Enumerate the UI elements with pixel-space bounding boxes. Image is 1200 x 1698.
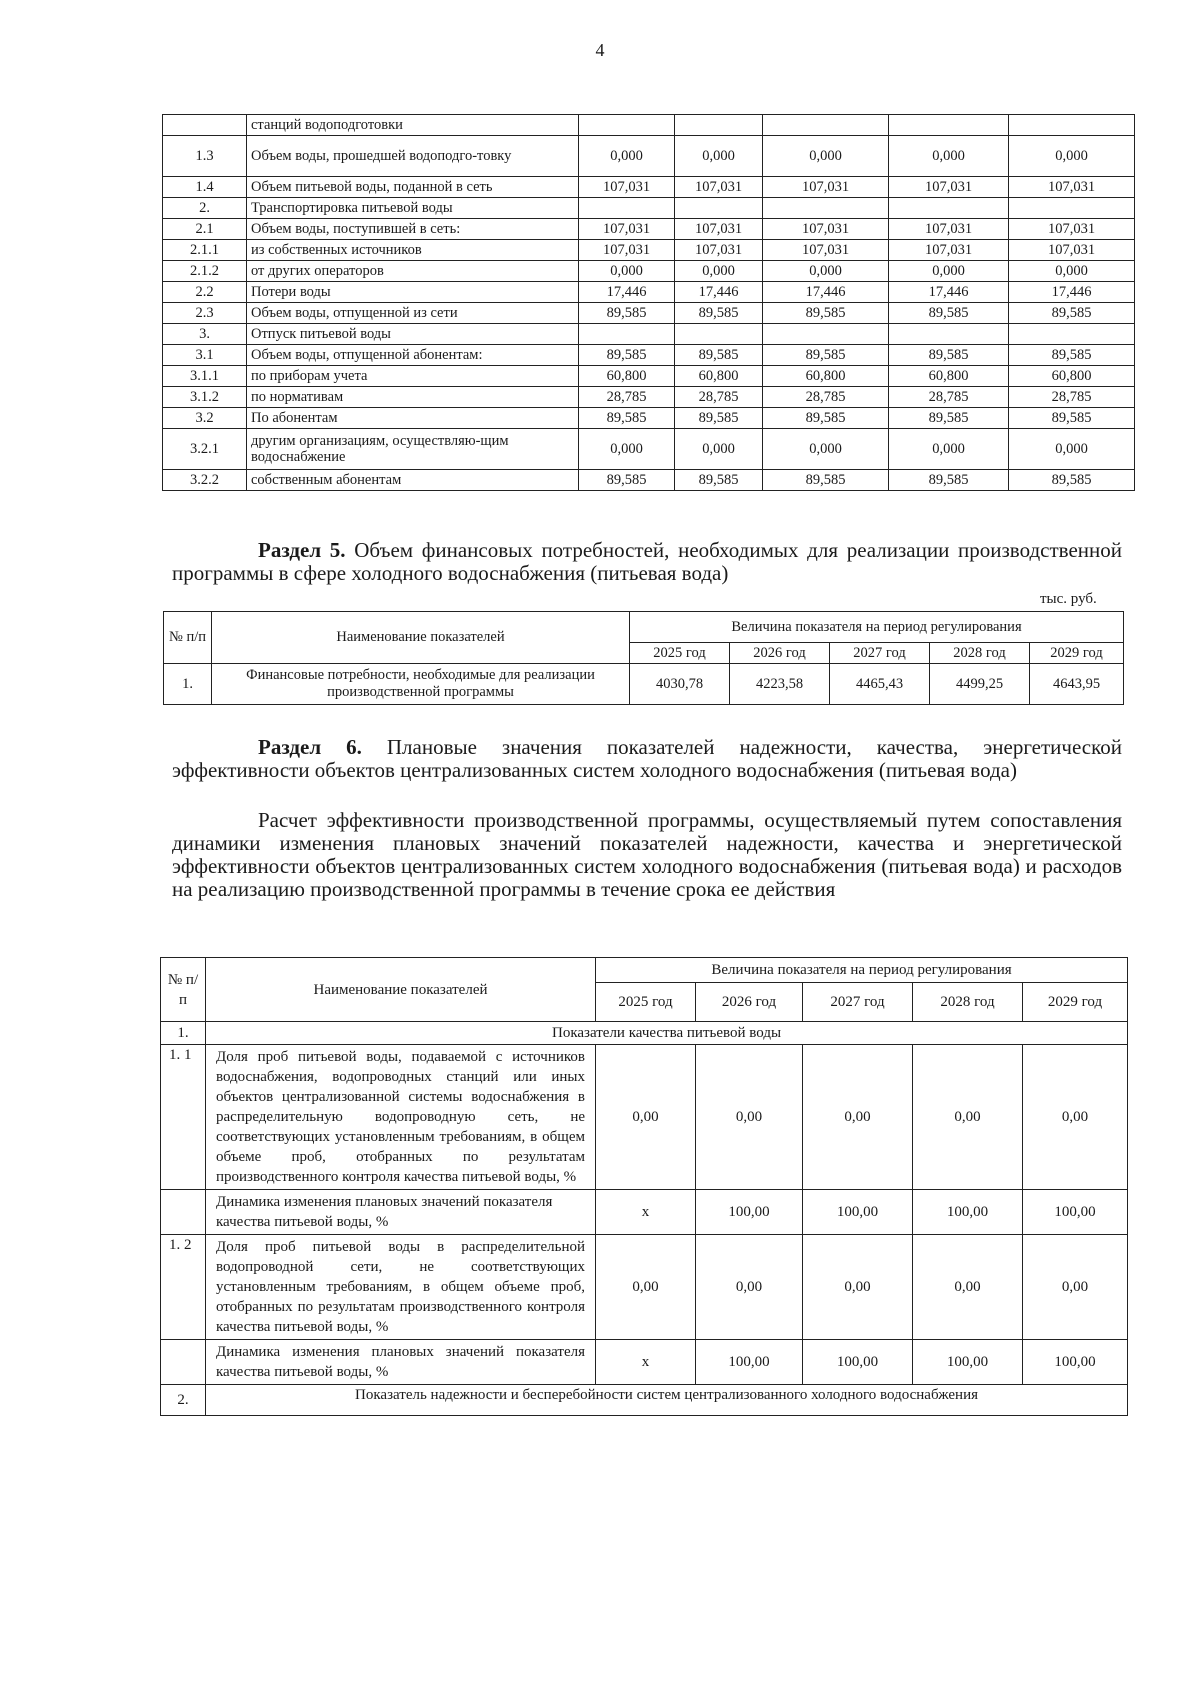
table-row <box>161 1385 1128 1416</box>
row-value: 107,031 <box>1009 240 1135 261</box>
year-header: 2027 год <box>803 983 913 1022</box>
table-row <box>164 664 1124 705</box>
row-value: 0,000 <box>675 136 763 177</box>
row-name: Потери воды <box>247 282 579 303</box>
year-header: 2029 год <box>1023 983 1128 1022</box>
row-value: 17,446 <box>675 282 763 303</box>
row-value: 0,000 <box>1009 429 1135 470</box>
row-value: 100,00 <box>913 1340 1023 1385</box>
row-value: 100,00 <box>913 1190 1023 1235</box>
year-header: 2027 год <box>830 643 930 664</box>
row-value: 0,000 <box>763 261 889 282</box>
row-value: x <box>596 1190 696 1235</box>
table-row <box>163 366 1135 387</box>
row-value: 107,031 <box>675 219 763 240</box>
row-value: 28,785 <box>675 387 763 408</box>
row-value: 100,00 <box>803 1190 913 1235</box>
row-name: Объем воды, отпущенной из сети <box>247 303 579 324</box>
row-value: 60,800 <box>1009 366 1135 387</box>
row-value <box>889 115 1009 136</box>
row-value: 0,00 <box>596 1235 696 1340</box>
row-number: 1.3 <box>163 136 247 177</box>
row-name: Объем воды, отпущенной абонентам: <box>247 345 579 366</box>
section-6-text: Плановые значения показателей надежности, качества, энергетической эффективности объектов централизованных систем холодного водоснабжения (питьевая вода) <box>172 735 1122 782</box>
row-value: 100,00 <box>803 1340 913 1385</box>
section-6-paragraph-text: Расчет эффективности производственной программы, осуществляемый путем сопоставления динамики изменения плановых значений показателей надежности, качества и энергетической эффективности объектов централизованных систем холодного водоснабжения (питьевая вода) и расходов на реализацию производственной программы в течение срока ее действия <box>172 808 1122 901</box>
row-value <box>889 198 1009 219</box>
row-name: собственным абонентам <box>247 470 579 491</box>
row-value: 0,00 <box>696 1235 803 1340</box>
row-value: 107,031 <box>889 240 1009 261</box>
t3-header-num: № п/ п <box>161 958 206 1022</box>
t3-row11-num: 1. 1 <box>161 1045 206 1190</box>
water-balance-table-body <box>163 115 1135 491</box>
row-value: 0,000 <box>763 136 889 177</box>
t3-group1-num: 1. <box>161 1022 206 1045</box>
table-row <box>163 219 1135 240</box>
row-value: 0,00 <box>1023 1235 1128 1340</box>
row-value: 107,031 <box>763 240 889 261</box>
row-value <box>675 115 763 136</box>
row-value: 0,000 <box>579 261 675 282</box>
row-value <box>763 324 889 345</box>
row-value: 0,00 <box>913 1045 1023 1190</box>
row-value: 107,031 <box>579 240 675 261</box>
year-header: 2025 год <box>630 643 730 664</box>
row-value: 107,031 <box>1009 219 1135 240</box>
row-number: 1.4 <box>163 177 247 198</box>
year-header: 2026 год <box>730 643 830 664</box>
t3-group1-title: Показатели качества питьевой воды <box>206 1022 1128 1045</box>
row-value <box>579 324 675 345</box>
t3-row12-name: Доля проб питьевой воды в распределительной водопроводной сети, не соответствующих установленным требованиям, в общем объеме проб, отобранных по результатам производственного контроля качества питьевой воды, % <box>206 1235 596 1340</box>
row-name: Объем воды, поступившей в сеть: <box>247 219 579 240</box>
row-value: 0,000 <box>579 429 675 470</box>
table-row <box>161 1190 1128 1235</box>
table-row <box>161 1340 1128 1385</box>
year-header: 2026 год <box>696 983 803 1022</box>
row-value: 0,000 <box>1009 261 1135 282</box>
row-value: 89,585 <box>675 303 763 324</box>
row-value: 28,785 <box>889 387 1009 408</box>
row-value: 28,785 <box>1009 387 1135 408</box>
row-value: 89,585 <box>889 345 1009 366</box>
row-value: x <box>596 1340 696 1385</box>
row-name: по приборам учета <box>247 366 579 387</box>
table-row <box>163 177 1135 198</box>
table-row <box>163 470 1135 491</box>
row-value: 4499,25 <box>930 664 1030 705</box>
row-value: 107,031 <box>763 219 889 240</box>
row-value <box>1009 198 1135 219</box>
row-value: 4465,43 <box>830 664 930 705</box>
section-5-label: Раздел 5. <box>258 538 346 562</box>
row-number: 3. <box>163 324 247 345</box>
row-number: 2.1.1 <box>163 240 247 261</box>
t3-row11-name: Доля проб питьевой воды, подаваемой с источников водоснабжения, водопроводных станций или иных объектов централизованной системы водоснабжения в распределительную водопроводную сеть, не соответствующих установленным требованиям, в общем объеме проб, отобранных по результатам производственного контроля качества питьевой воды, % <box>206 1045 596 1190</box>
section-5-text: Объем финансовых потребностей, необходимых для реализации производственной программы в сфере холодного водоснабжения (питьевая вода) <box>172 538 1122 585</box>
row-name: По абонентам <box>247 408 579 429</box>
row-value: 89,585 <box>1009 303 1135 324</box>
water-balance-table <box>162 114 1135 491</box>
row-value <box>1009 324 1135 345</box>
table-row <box>163 136 1135 177</box>
row-value: 89,585 <box>1009 345 1135 366</box>
row-value: 89,585 <box>579 303 675 324</box>
table-row <box>161 1045 1128 1190</box>
section-6-heading <box>172 736 1122 782</box>
t3-row11d-name: Динамика изменения плановых значений показателя качества питьевой воды, % <box>206 1190 596 1235</box>
row-value: 17,446 <box>763 282 889 303</box>
row-value: 89,585 <box>579 345 675 366</box>
row-value: 17,446 <box>1009 282 1135 303</box>
table-row <box>163 303 1135 324</box>
row-value: 60,800 <box>763 366 889 387</box>
row-name: Отпуск питьевой воды <box>247 324 579 345</box>
row-value: 89,585 <box>675 470 763 491</box>
t3-group2-num: 2. <box>161 1385 206 1416</box>
row-number: 2.2 <box>163 282 247 303</box>
row-value: 89,585 <box>889 408 1009 429</box>
row-value: 89,585 <box>1009 470 1135 491</box>
row-number: 3.1 <box>163 345 247 366</box>
year-header: 2025 год <box>596 983 696 1022</box>
row-value: 89,585 <box>889 303 1009 324</box>
t3-row12d-num <box>161 1340 206 1385</box>
row-name: Транспортировка питьевой воды <box>247 198 579 219</box>
row-value: 89,585 <box>1009 408 1135 429</box>
row-value: 89,585 <box>763 303 889 324</box>
t3-row11d-num <box>161 1190 206 1235</box>
row-name: Объем воды, прошедшей водоподго-товку <box>247 136 579 177</box>
row-value: 89,585 <box>889 470 1009 491</box>
row-value <box>763 198 889 219</box>
t3-row12d-name: Динамика изменения плановых значений показателя качества питьевой воды, % <box>206 1340 596 1385</box>
t3-header-period: Величина показателя на период регулирования <box>596 958 1128 983</box>
table-row <box>163 387 1135 408</box>
table-row <box>163 282 1135 303</box>
table-row <box>161 1235 1128 1340</box>
table-row <box>161 1022 1128 1045</box>
row-value: 0,00 <box>913 1235 1023 1340</box>
table-row <box>163 198 1135 219</box>
row-value: 107,031 <box>675 177 763 198</box>
row-value: 100,00 <box>1023 1190 1128 1235</box>
year-header: 2029 год <box>1030 643 1124 664</box>
row-number: 3.1.2 <box>163 387 247 408</box>
row-value: 0,00 <box>596 1045 696 1190</box>
row-value: 0,00 <box>1023 1045 1128 1190</box>
row-value: 0,00 <box>696 1045 803 1190</box>
row-name: от других операторов <box>247 261 579 282</box>
t2-header-period: Величина показателя на период регулирования <box>630 612 1124 643</box>
row-name: по нормативам <box>247 387 579 408</box>
row-value: 60,800 <box>579 366 675 387</box>
t2-header-name: Наименование показателей <box>212 612 630 664</box>
row-value: 89,585 <box>579 408 675 429</box>
table-row <box>163 240 1135 261</box>
row-value <box>675 324 763 345</box>
row-value: 107,031 <box>675 240 763 261</box>
row-value: 89,585 <box>763 345 889 366</box>
row-value: 60,800 <box>675 366 763 387</box>
row-value: 17,446 <box>889 282 1009 303</box>
row-value: 89,585 <box>675 345 763 366</box>
row-number: 2.1 <box>163 219 247 240</box>
t2-row-num: 1. <box>164 664 212 705</box>
row-value: 0,000 <box>675 261 763 282</box>
row-value: 89,585 <box>763 470 889 491</box>
table-row <box>163 115 1135 136</box>
row-value <box>579 198 675 219</box>
t3-group2-title: Показатель надежности и бесперебойности систем централизованного холодного водоснабжения <box>206 1385 1128 1416</box>
t3-header-name: Наименование показателей <box>206 958 596 1022</box>
row-value: 107,031 <box>763 177 889 198</box>
row-value: 0,000 <box>675 429 763 470</box>
row-value: 0,00 <box>803 1235 913 1340</box>
row-name: из собственных источников <box>247 240 579 261</box>
table-row <box>163 261 1135 282</box>
row-value: 28,785 <box>579 387 675 408</box>
row-number: 2.1.2 <box>163 261 247 282</box>
t2-row-name: Финансовые потребности, необходимые для реализации производственной программы <box>212 664 630 705</box>
row-value: 107,031 <box>889 177 1009 198</box>
row-value: 107,031 <box>1009 177 1135 198</box>
row-value <box>675 198 763 219</box>
row-value <box>763 115 889 136</box>
table-row <box>163 408 1135 429</box>
row-value: 17,446 <box>579 282 675 303</box>
row-number: 2. <box>163 198 247 219</box>
row-number: 2.3 <box>163 303 247 324</box>
row-value: 107,031 <box>579 177 675 198</box>
row-value <box>889 324 1009 345</box>
t3-row12-num: 1. 2 <box>161 1235 206 1340</box>
row-value: 100,00 <box>696 1340 803 1385</box>
row-number <box>163 115 247 136</box>
table-row <box>163 345 1135 366</box>
row-value: 0,000 <box>1009 136 1135 177</box>
row-value: 0,000 <box>889 261 1009 282</box>
row-value: 89,585 <box>675 408 763 429</box>
row-value: 100,00 <box>696 1190 803 1235</box>
row-value: 0,000 <box>889 429 1009 470</box>
row-number: 3.1.1 <box>163 366 247 387</box>
row-value: 4030,78 <box>630 664 730 705</box>
row-number: 3.2.1 <box>163 429 247 470</box>
row-value: 89,585 <box>763 408 889 429</box>
row-name: Объем питьевой воды, поданной в сеть <box>247 177 579 198</box>
row-value <box>579 115 675 136</box>
section-6-label: Раздел 6. <box>258 735 362 759</box>
row-value: 89,585 <box>579 470 675 491</box>
row-value <box>1009 115 1135 136</box>
row-value: 100,00 <box>1023 1340 1128 1385</box>
financial-needs-table <box>163 611 1124 705</box>
row-value: 28,785 <box>763 387 889 408</box>
row-number: 3.2.2 <box>163 470 247 491</box>
row-number: 3.2 <box>163 408 247 429</box>
row-value: 4643,95 <box>1030 664 1124 705</box>
row-value: 0,000 <box>763 429 889 470</box>
row-value: 60,800 <box>889 366 1009 387</box>
section-5-heading <box>172 539 1122 585</box>
row-name: другим организациям, осуществляю-щим водоснабжение <box>247 429 579 470</box>
section-6-paragraph <box>172 809 1122 901</box>
row-value: 4223,58 <box>730 664 830 705</box>
t2-header-num: № п/п <box>164 612 212 664</box>
row-value: 0,000 <box>889 136 1009 177</box>
row-value: 0,000 <box>579 136 675 177</box>
year-header: 2028 год <box>930 643 1030 664</box>
year-header: 2028 год <box>913 983 1023 1022</box>
row-value: 107,031 <box>579 219 675 240</box>
table-row <box>163 324 1135 345</box>
row-name: станций водоподготовки <box>247 115 579 136</box>
table-row <box>163 429 1135 470</box>
row-value: 0,00 <box>803 1045 913 1190</box>
units-label: тыс. руб. <box>1040 591 1097 607</box>
row-value: 107,031 <box>889 219 1009 240</box>
page-number: 4 <box>595 40 605 60</box>
indicators-table <box>160 957 1128 1416</box>
